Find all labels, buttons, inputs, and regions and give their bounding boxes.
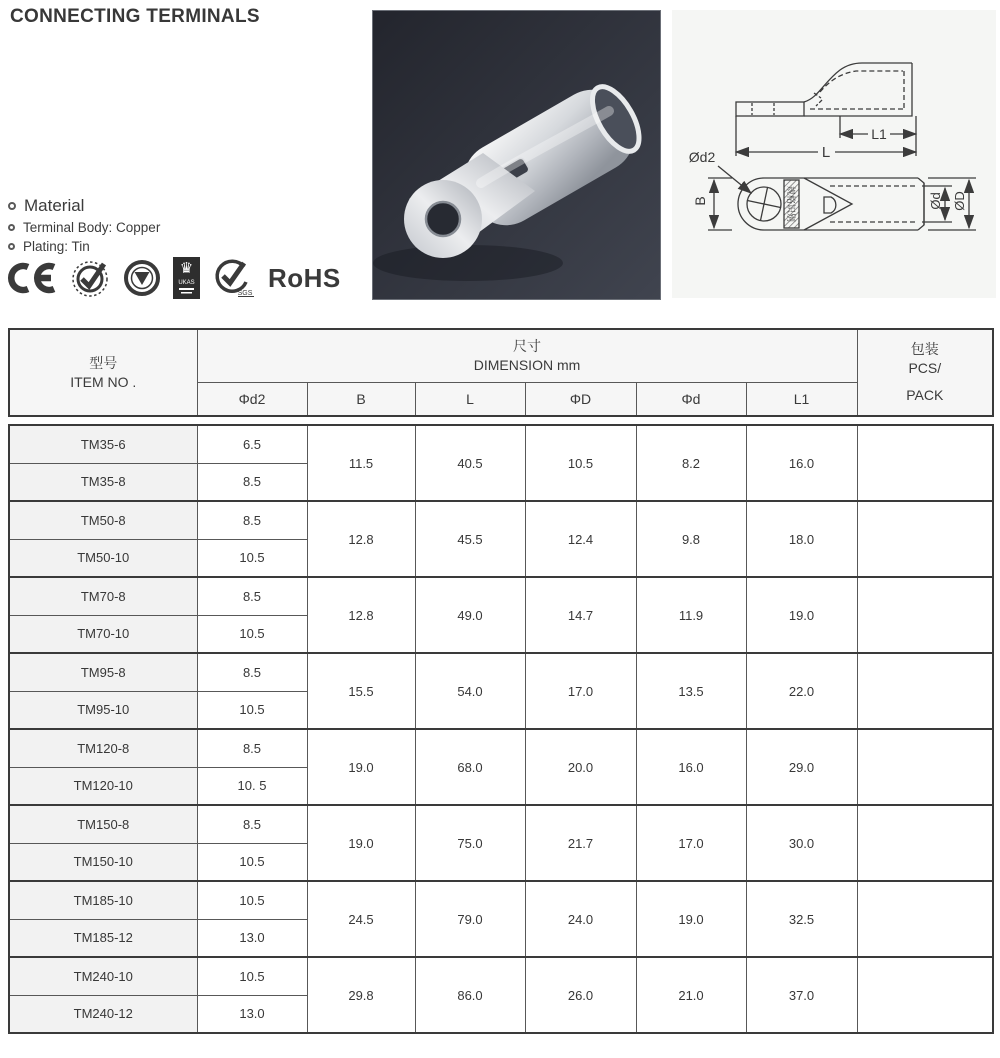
certifications-row <box>6 256 341 300</box>
d2-cell: 8.5 <box>197 463 307 501</box>
table-row <box>9 501 993 539</box>
pack-cell <box>857 881 993 957</box>
page-title: CONNECTING TERMINALS <box>10 6 260 27</box>
d2-cell: 8.5 <box>197 653 307 691</box>
l-cell: 45.5 <box>415 501 525 577</box>
item-no-cell: TM185-12 <box>9 919 197 957</box>
d-cell: 21.0 <box>636 957 746 1033</box>
item-no-cell: TM70-8 <box>9 577 197 615</box>
spec-table-header <box>8 328 994 417</box>
l1-cell: 29.0 <box>746 729 857 805</box>
dd-cell: 12.4 <box>525 501 636 577</box>
d-cell: 17.0 <box>636 805 746 881</box>
dimension-diagram <box>672 10 996 298</box>
material-body-row <box>8 220 160 235</box>
bullet-icon <box>8 224 15 231</box>
b-cell: 19.0 <box>307 729 415 805</box>
d2-cell: 10. 5 <box>197 767 307 805</box>
dd-cell: 24.0 <box>525 881 636 957</box>
l-cell: 40.5 <box>415 425 525 501</box>
bullet-icon <box>8 202 16 210</box>
col-header-l1: L1 <box>746 382 857 416</box>
d2-cell: 8.5 <box>197 805 307 843</box>
material-heading-row <box>8 196 160 216</box>
d2-cell: 10.5 <box>197 957 307 995</box>
material-plating-row <box>8 239 160 254</box>
item-no-cell: TM95-10 <box>9 691 197 729</box>
pack-en1: PCS/ <box>908 360 942 376</box>
svg-text:SGS: SGS <box>237 290 253 297</box>
product-photo <box>372 10 661 300</box>
item-no-zh: 型号 <box>89 354 118 371</box>
l-cell: 86.0 <box>415 957 525 1033</box>
svg-text:UKAS: UKAS <box>178 280 195 286</box>
dim-label-l: L <box>821 144 831 161</box>
d2-cell: 8.5 <box>197 729 307 767</box>
pack-zh: 包装 <box>910 341 939 357</box>
col-header-b: B <box>307 382 415 416</box>
item-no-cell: TM120-8 <box>9 729 197 767</box>
d-cell: 8.2 <box>636 425 746 501</box>
l-cell: 54.0 <box>415 653 525 729</box>
material-body: Terminal Body: Copper <box>23 220 161 235</box>
dimension-en: DIMENSION mm <box>473 356 581 373</box>
compliance-check-icon <box>71 258 111 298</box>
col-header-dd: ΦD <box>525 382 636 416</box>
table-row <box>9 653 993 691</box>
l-cell: 79.0 <box>415 881 525 957</box>
table-row <box>9 729 993 767</box>
dim-label-l1: L1 <box>871 126 887 142</box>
item-no-cell: TM240-10 <box>9 957 197 995</box>
col-header-item-no <box>9 329 197 416</box>
col-header-d2: Φd2 <box>197 382 307 416</box>
dd-cell: 26.0 <box>525 957 636 1033</box>
b-cell: 12.8 <box>307 577 415 653</box>
b-cell: 29.8 <box>307 957 415 1033</box>
d2-cell: 8.5 <box>197 501 307 539</box>
l1-cell: 22.0 <box>746 653 857 729</box>
spec-table-body <box>8 424 994 1034</box>
dim-label-b: B <box>692 196 708 206</box>
d2-cell: 10.5 <box>197 615 307 653</box>
item-no-cell: TM35-8 <box>9 463 197 501</box>
dim-label-d: Ød <box>928 192 943 210</box>
item-no-cell: TM150-10 <box>9 843 197 881</box>
item-no-cell: TM150-8 <box>9 805 197 843</box>
d2-cell: 8.5 <box>197 577 307 615</box>
pack-cell <box>857 425 993 501</box>
item-no-cell: TM50-10 <box>9 539 197 577</box>
dd-cell: 17.0 <box>525 653 636 729</box>
col-header-pack <box>857 329 993 416</box>
l1-cell: 18.0 <box>746 501 857 577</box>
item-no-cell: TM185-10 <box>9 881 197 919</box>
d-cell: 11.9 <box>636 577 746 653</box>
d-cell: 9.8 <box>636 501 746 577</box>
b-cell: 24.5 <box>307 881 415 957</box>
d2-cell: 6.5 <box>197 425 307 463</box>
d-cell: 16.0 <box>636 729 746 805</box>
table-row <box>9 577 993 615</box>
item-no-cell: TM70-10 <box>9 615 197 653</box>
pack-cell <box>857 957 993 1033</box>
item-no-en: ITEM NO . <box>70 373 137 390</box>
dd-cell: 21.7 <box>525 805 636 881</box>
item-no-cell: TM240-12 <box>9 995 197 1033</box>
pack-cell <box>857 501 993 577</box>
dd-cell: 10.5 <box>525 425 636 501</box>
dimension-zh: 尺寸 <box>513 337 542 354</box>
pack-cell <box>857 805 993 881</box>
quality-ring-icon <box>122 258 162 298</box>
item-no-cell: TM35-6 <box>9 425 197 463</box>
dim-label-d2: Ød2 <box>688 149 716 165</box>
sgs-check-icon <box>211 257 257 299</box>
ce-mark-icon <box>6 260 60 296</box>
table-row <box>9 425 993 463</box>
spec-box-label: 规格识别 <box>786 185 796 223</box>
rohs-label: RoHS <box>268 262 341 293</box>
table-row <box>9 881 993 919</box>
d2-cell: 10.5 <box>197 539 307 577</box>
table-row <box>9 805 993 843</box>
b-cell: 12.8 <box>307 501 415 577</box>
pack-en2: PACK <box>906 387 944 403</box>
item-no-cell: TM120-10 <box>9 767 197 805</box>
col-header-l: L <box>415 382 525 416</box>
l1-cell: 32.5 <box>746 881 857 957</box>
pack-cell <box>857 577 993 653</box>
material-section <box>8 196 160 258</box>
pack-cell <box>857 729 993 805</box>
d2-cell: 13.0 <box>197 919 307 957</box>
dd-cell: 14.7 <box>525 577 636 653</box>
b-cell: 15.5 <box>307 653 415 729</box>
d2-cell: 10.5 <box>197 881 307 919</box>
pack-cell <box>857 653 993 729</box>
l1-cell: 19.0 <box>746 577 857 653</box>
dim-label-dd: ØD <box>952 191 967 211</box>
material-plating: Plating: Tin <box>23 239 90 254</box>
col-header-d: Φd <box>636 382 746 416</box>
l-cell: 49.0 <box>415 577 525 653</box>
d2-cell: 10.5 <box>197 843 307 881</box>
d-cell: 19.0 <box>636 881 746 957</box>
l1-cell: 37.0 <box>746 957 857 1033</box>
ukas-crown-icon <box>173 257 200 299</box>
header-row-1 <box>9 329 993 382</box>
l-cell: 75.0 <box>415 805 525 881</box>
d-cell: 13.5 <box>636 653 746 729</box>
item-no-cell: TM50-8 <box>9 501 197 539</box>
svg-text:♛: ♛ <box>179 260 194 277</box>
b-cell: 19.0 <box>307 805 415 881</box>
material-heading: Material <box>24 196 85 215</box>
l-cell: 68.0 <box>415 729 525 805</box>
technical-drawing <box>672 10 996 298</box>
item-no-cell: TM95-8 <box>9 653 197 691</box>
col-header-dimension <box>197 329 857 382</box>
l1-cell: 16.0 <box>746 425 857 501</box>
l1-cell: 30.0 <box>746 805 857 881</box>
d2-cell: 10.5 <box>197 691 307 729</box>
b-cell: 11.5 <box>307 425 415 501</box>
bullet-icon <box>8 243 15 250</box>
d2-cell: 13.0 <box>197 995 307 1033</box>
dd-cell: 20.0 <box>525 729 636 805</box>
table-row <box>9 957 993 995</box>
terminal-lug-image <box>373 11 660 299</box>
